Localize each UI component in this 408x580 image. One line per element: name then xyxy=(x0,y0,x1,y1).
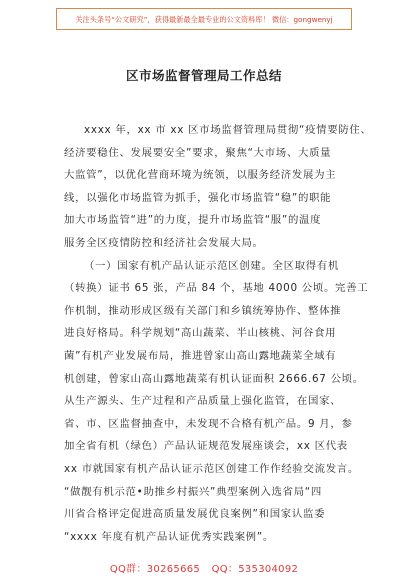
body-line: （转换）证书 65 张，产品 84 个，基地 4000 公顷。完善工 xyxy=(64,282,369,295)
body-line: 机创建，曾家山高山露地蔬菜有机认证面积 2666.67 公顷。 xyxy=(64,372,364,385)
body-line: （一）国家有机产品认证示范区创建。全区取得有机 xyxy=(84,259,340,272)
promo-banner: 关注头条号“公文研究”，获得最新最全最专业的公文资料库！ 微信：gongwenyj xyxy=(56,8,352,30)
body-line: 加大市场监管“进”的力度，提升市场监管“服”的温度 xyxy=(64,214,322,227)
body-line: 加全省有机（绿色）产品认证规范发展座谈会，xx 区代表 xyxy=(64,440,348,453)
body-line: 服务全区疫情防控和经济社会发展大局。 xyxy=(64,237,264,249)
body-line: 从生产源头、生产过程和产品质量上强化监管，在国家、 xyxy=(64,395,342,408)
body-line: “做靓有机示范•助推乡村振兴”典型案例入选省局“四 xyxy=(64,485,322,498)
body-line: 作机制，推动形成区级有关部门和乡镇统筹协作、整体推 xyxy=(64,304,342,317)
body-line: 大监管”，以优化营商环境为统领，以服务经济发展为主 xyxy=(64,169,337,182)
body-line: 川省合格评定促进高质量发展优良案例”和国家认监委 xyxy=(64,508,326,521)
body-line: “xxxx 年度有机产品认证优秀实践案例”。 xyxy=(64,530,274,543)
footer-qq-group: QQ群：30265665 xyxy=(109,564,201,575)
body-line: 进良好格局。科学规划“高山蔬菜、半山核桃、河谷食用 xyxy=(64,327,337,340)
body-line: 线，以强化市场监管为抓手，强化市场监管“稳”的职能 xyxy=(64,191,332,204)
body-line: 菌”有机产业发展布局，推进曾家山高山露地蔬菜全域有 xyxy=(64,350,337,362)
body-line: xx 市就国家有机产品认证示范区创建工作作经验交流发言。 xyxy=(64,463,359,475)
document-title: 区市场监督管理局工作总结 xyxy=(125,68,282,83)
footer-contacts xyxy=(0,560,408,575)
footer-qq-contact: QQ：535304092 xyxy=(211,564,299,575)
body-line: 经济要稳住、发展要安全”要求，聚焦“大市场、大质量 xyxy=(64,146,332,159)
body-line: xxxx 年，xx 市 xx 区市场监督管理局贯彻“疫情要防住、 xyxy=(84,124,372,136)
body-line: 省、市、区监督抽查中，未发现不合格有机产品。9 月，参 xyxy=(64,417,353,430)
